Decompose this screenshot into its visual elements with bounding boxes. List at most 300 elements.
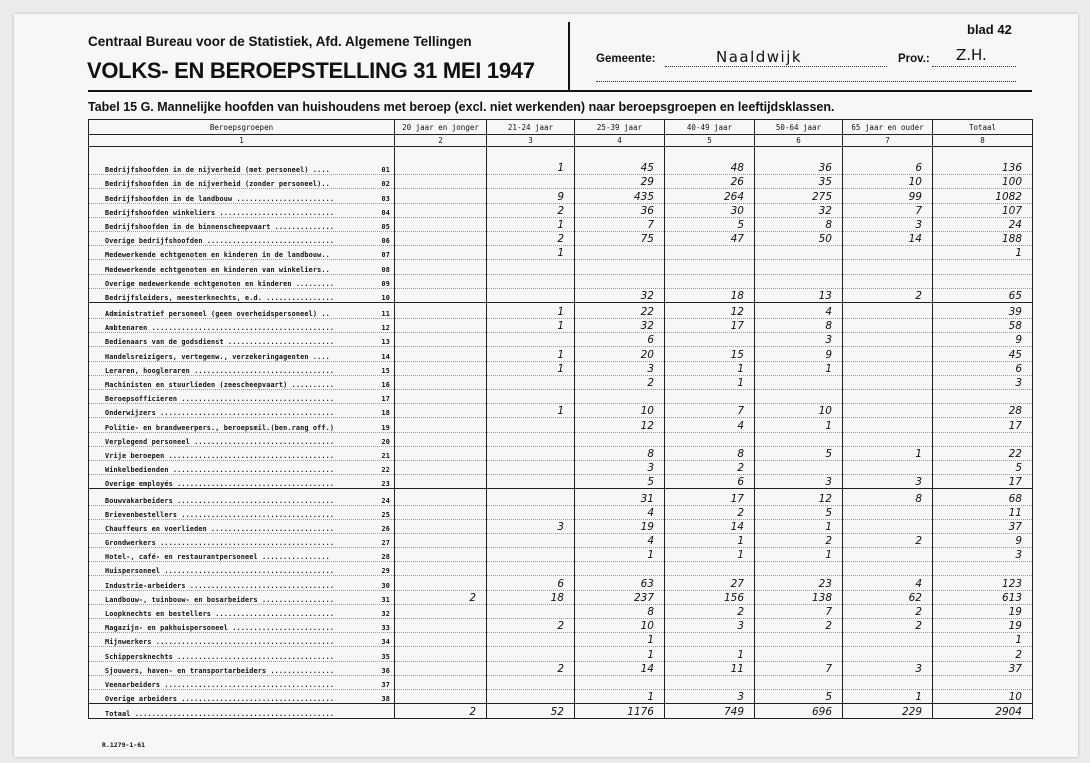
value-cell <box>933 675 1033 689</box>
value-cell <box>933 274 1033 288</box>
row-number: 23 <box>381 480 390 489</box>
row-label-text: Mijnwerkers .......................................... <box>105 638 335 647</box>
value-cell: 2 <box>487 619 575 633</box>
row-label-text: Handelsreizigers, vertegenw., verzekeringagenten .... <box>105 352 330 361</box>
value-cell <box>487 260 575 274</box>
value-cell <box>755 562 843 576</box>
table-row <box>89 288 1033 302</box>
row-label <box>89 590 395 604</box>
row-label-text: Magazijn- en pakhuispersoneel ........................ <box>105 624 335 633</box>
value-cell <box>395 562 487 576</box>
row-label <box>89 302 395 318</box>
value-cell <box>395 418 487 432</box>
row-number: 19 <box>381 423 390 432</box>
row-number: 04 <box>381 208 390 217</box>
value-cell: 7 <box>755 604 843 618</box>
row-number: 25 <box>381 510 390 519</box>
value-cell <box>843 260 933 274</box>
row-label-text: Bouwvakarbeiders ..................................... <box>105 496 335 505</box>
table-title: Tabel 15 G. Mannelijke hoofden van huishoudens met beroep (excl. niet werkenden) naar beroepsgroepen en leeftijdsklassen. <box>88 100 835 114</box>
value-cell: 65 <box>933 288 1033 302</box>
row-label <box>89 361 395 375</box>
row-number: 21 <box>381 451 390 460</box>
spacer-cell <box>575 147 665 162</box>
row-number: 05 <box>381 222 390 231</box>
value-cell <box>843 274 933 288</box>
gemeente-label: Gemeente: <box>596 53 656 65</box>
row-label-text: Huispersoneel ........................................ <box>105 567 335 576</box>
row-label-text: Bedrijfshoofden winkeliers ........................... <box>105 208 335 217</box>
table-row <box>89 633 1033 647</box>
value-cell <box>487 390 575 404</box>
value-cell: 8 <box>575 446 665 460</box>
value-cell: 1 <box>755 418 843 432</box>
table-row <box>89 375 1033 389</box>
value-cell: 3 <box>933 548 1033 562</box>
value-cell: 1 <box>665 548 755 562</box>
table-row <box>89 562 1033 576</box>
table-row <box>89 302 1033 318</box>
row-label <box>89 333 395 347</box>
value-cell <box>933 562 1033 576</box>
row-number: 01 <box>381 166 390 175</box>
row-label <box>89 604 395 618</box>
row-number: 12 <box>381 324 390 333</box>
value-cell <box>395 661 487 675</box>
value-cell <box>487 633 575 647</box>
value-cell: 47 <box>665 231 755 245</box>
row-number: 29 <box>381 567 390 576</box>
header-divider <box>568 22 570 90</box>
value-cell <box>665 260 755 274</box>
bureau-name: Centraal Bureau voor de Statistiek, Afd. Algemene Tellingen <box>88 34 472 49</box>
table-row <box>89 533 1033 547</box>
value-cell <box>755 375 843 389</box>
value-cell <box>843 548 933 562</box>
table-row <box>89 619 1033 633</box>
value-cell: 749 <box>665 704 755 719</box>
row-label <box>89 432 395 446</box>
value-cell: 68 <box>933 489 1033 505</box>
row-label-text: Bedrijfsleiders, meesterknechts, e.d. ................ <box>105 293 335 302</box>
table-row <box>89 189 1033 203</box>
value-cell: 27 <box>665 576 755 590</box>
value-cell <box>843 246 933 260</box>
table-row <box>89 519 1033 533</box>
value-cell: 2 <box>487 231 575 245</box>
row-number: 27 <box>381 539 390 548</box>
value-cell: 3 <box>487 519 575 533</box>
column-number-7: 7 <box>843 135 933 147</box>
value-cell: 2 <box>665 505 755 519</box>
gemeente-dotted-line <box>665 66 887 67</box>
column-number-8: 8 <box>933 135 1033 147</box>
column-header-1: Beroepsgroepen <box>89 120 395 135</box>
value-cell: 3 <box>755 333 843 347</box>
value-cell: 7 <box>665 404 755 418</box>
gemeente-value: Naaldwijk <box>716 48 803 66</box>
row-label <box>89 446 395 460</box>
table-row <box>89 576 1033 590</box>
value-cell: 14 <box>665 519 755 533</box>
row-label-text: Veenarbeiders ........................................ <box>105 680 335 689</box>
table-row <box>89 418 1033 432</box>
value-cell: 3 <box>665 689 755 703</box>
column-number-row <box>89 135 1033 147</box>
value-cell: 36 <box>575 203 665 217</box>
value-cell: 17 <box>665 489 755 505</box>
value-cell <box>665 390 755 404</box>
value-cell <box>395 161 487 175</box>
value-cell: 1 <box>665 375 755 389</box>
value-cell: 3 <box>843 217 933 231</box>
value-cell: 1 <box>755 548 843 562</box>
value-cell: 613 <box>933 590 1033 604</box>
value-cell: 107 <box>933 203 1033 217</box>
value-cell <box>395 390 487 404</box>
value-cell <box>843 302 933 318</box>
row-label-text: Bedrijfshoofden in de binnenscheepvaart .............. <box>105 222 335 231</box>
value-cell: 8 <box>755 319 843 333</box>
value-cell <box>575 274 665 288</box>
value-cell <box>843 361 933 375</box>
value-cell: 2 <box>933 647 1033 661</box>
value-cell <box>487 489 575 505</box>
value-cell <box>843 633 933 647</box>
row-number: 03 <box>381 194 390 203</box>
row-label <box>89 189 395 203</box>
value-cell: 4 <box>575 533 665 547</box>
value-cell: 11 <box>933 505 1033 519</box>
value-cell <box>395 576 487 590</box>
value-cell: 1 <box>575 548 665 562</box>
row-label-text: Bedrijfshoofden in de landbouw ....................... <box>105 194 335 203</box>
value-cell: 18 <box>665 288 755 302</box>
value-cell: 9 <box>755 347 843 361</box>
row-label <box>89 161 395 175</box>
row-number: 36 <box>381 666 390 675</box>
row-number: 32 <box>381 610 390 618</box>
value-cell <box>487 475 575 489</box>
value-cell <box>395 260 487 274</box>
row-label <box>89 246 395 260</box>
row-label <box>89 288 395 302</box>
table-row <box>89 675 1033 689</box>
value-cell <box>843 418 933 432</box>
value-cell: 100 <box>933 175 1033 189</box>
value-cell: 10 <box>575 619 665 633</box>
value-cell: 23 <box>755 576 843 590</box>
value-cell: 1 <box>487 161 575 175</box>
row-label <box>89 475 395 489</box>
table-row <box>89 161 1033 175</box>
value-cell: 8 <box>665 446 755 460</box>
value-cell <box>487 533 575 547</box>
value-cell: 2 <box>487 661 575 675</box>
value-cell: 5 <box>755 505 843 519</box>
value-cell <box>755 390 843 404</box>
spacer-cell <box>665 147 755 162</box>
row-label <box>89 562 395 576</box>
value-cell <box>755 460 843 474</box>
table-row <box>89 175 1033 189</box>
value-cell: 6 <box>843 161 933 175</box>
column-header-2: 20 jaar en jonger <box>395 120 487 135</box>
value-cell: 1 <box>487 302 575 318</box>
value-cell: 10 <box>933 689 1033 703</box>
value-cell: 12 <box>575 418 665 432</box>
value-cell <box>755 432 843 446</box>
value-cell <box>665 633 755 647</box>
value-cell <box>395 302 487 318</box>
value-cell: 5 <box>755 689 843 703</box>
value-cell <box>843 647 933 661</box>
value-cell: 45 <box>575 161 665 175</box>
value-cell: 4 <box>755 302 843 318</box>
value-cell: 1 <box>487 404 575 418</box>
value-cell <box>487 647 575 661</box>
row-label-text: Bedrijfshoofden in de nijverheid (met personeel) .... <box>105 166 330 175</box>
value-cell <box>755 260 843 274</box>
value-cell: 28 <box>933 404 1033 418</box>
value-cell <box>755 246 843 260</box>
table-row <box>89 333 1033 347</box>
value-cell: 2 <box>487 203 575 217</box>
value-cell: 37 <box>933 519 1033 533</box>
row-number: 33 <box>381 624 390 633</box>
total-row <box>89 704 1033 719</box>
value-cell <box>487 333 575 347</box>
row-label <box>89 175 395 189</box>
value-cell: 75 <box>575 231 665 245</box>
value-cell: 3 <box>575 460 665 474</box>
value-cell: 6 <box>487 576 575 590</box>
value-cell: 45 <box>933 347 1033 361</box>
value-cell: 1 <box>755 519 843 533</box>
value-cell: 10 <box>755 404 843 418</box>
province-dotted-line <box>932 66 1016 67</box>
value-cell: 19 <box>933 604 1033 618</box>
row-label-text: Medewerkende echtgenoten en kinderen in de landbouw.. <box>105 251 330 260</box>
table-row <box>89 203 1033 217</box>
row-label <box>89 390 395 404</box>
value-cell: 3 <box>843 661 933 675</box>
row-label <box>89 519 395 533</box>
value-cell: 63 <box>575 576 665 590</box>
sheet-number: blad 42 <box>967 22 1012 37</box>
value-cell: 1 <box>487 347 575 361</box>
blank-dotted-line <box>596 81 1016 82</box>
column-header-6: 50-64 jaar <box>755 120 843 135</box>
value-cell: 2 <box>843 533 933 547</box>
row-number: 35 <box>381 652 390 661</box>
row-number: 26 <box>381 524 390 533</box>
row-label <box>89 418 395 432</box>
row-label-text: Schippersknechts ..................................... <box>105 652 335 661</box>
row-number: 24 <box>381 496 390 505</box>
value-cell: 2 <box>665 460 755 474</box>
value-cell <box>395 288 487 302</box>
value-cell <box>843 404 933 418</box>
value-cell <box>395 619 487 633</box>
value-cell <box>843 505 933 519</box>
value-cell: 3 <box>665 619 755 633</box>
value-cell <box>843 347 933 361</box>
value-cell <box>575 562 665 576</box>
row-label <box>89 404 395 418</box>
row-label-text: Bedienaars van de godsdienst ......................... <box>105 338 335 347</box>
row-label <box>89 661 395 675</box>
table-row <box>89 231 1033 245</box>
value-cell <box>395 361 487 375</box>
row-number: 17 <box>381 395 390 404</box>
value-cell: 12 <box>665 302 755 318</box>
value-cell <box>843 432 933 446</box>
value-cell: 17 <box>665 319 755 333</box>
table-row <box>89 319 1033 333</box>
value-cell <box>395 404 487 418</box>
value-cell: 136 <box>933 161 1033 175</box>
row-label-text: Totaal ............................................... <box>105 710 335 719</box>
table-row <box>89 217 1033 231</box>
spacer-cell <box>755 147 843 162</box>
value-cell <box>395 505 487 519</box>
value-cell <box>395 604 487 618</box>
row-label <box>89 689 395 703</box>
value-cell: 52 <box>487 704 575 719</box>
row-number: 09 <box>381 279 390 288</box>
table-row <box>89 274 1033 288</box>
value-cell: 29 <box>575 175 665 189</box>
row-label <box>89 647 395 661</box>
row-label <box>89 347 395 361</box>
row-number: 02 <box>381 180 390 189</box>
value-cell: 32 <box>575 288 665 302</box>
province-value: Z.H. <box>956 46 987 64</box>
value-cell: 17 <box>933 475 1033 489</box>
value-cell: 48 <box>665 161 755 175</box>
value-cell: 19 <box>933 619 1033 633</box>
value-cell: 39 <box>933 302 1033 318</box>
value-cell <box>395 489 487 505</box>
value-cell: 9 <box>487 189 575 203</box>
value-cell: 4 <box>665 418 755 432</box>
table-row <box>89 647 1033 661</box>
value-cell: 36 <box>755 161 843 175</box>
spacer-row <box>89 147 1033 162</box>
value-cell: 5 <box>575 475 665 489</box>
value-cell: 2 <box>665 604 755 618</box>
value-cell: 10 <box>575 404 665 418</box>
value-cell: 2 <box>843 604 933 618</box>
column-header-7: 65 jaar en ouder <box>843 120 933 135</box>
row-label <box>89 505 395 519</box>
row-label-text: Bedrijfshoofden in de nijverheid (zonder personeel).. <box>105 180 330 189</box>
value-cell: 1 <box>665 533 755 547</box>
value-cell: 5 <box>755 446 843 460</box>
row-label-text: Overige bedrijfshoofden .............................. <box>105 237 335 246</box>
value-cell <box>933 432 1033 446</box>
value-cell: 1 <box>575 647 665 661</box>
value-cell: 1 <box>933 246 1033 260</box>
row-label <box>89 576 395 590</box>
value-cell: 3 <box>755 475 843 489</box>
value-cell: 22 <box>933 446 1033 460</box>
value-cell <box>395 375 487 389</box>
row-label-text: Brievenbestellers .................................... <box>105 510 335 519</box>
value-cell <box>395 274 487 288</box>
value-cell: 12 <box>755 489 843 505</box>
value-cell <box>395 189 487 203</box>
row-label-text: Industrie-arbeiders .................................. <box>105 581 335 590</box>
value-cell <box>395 246 487 260</box>
row-label-text: Loopknechts en bestellers ............................ <box>105 610 335 618</box>
value-cell: 138 <box>755 590 843 604</box>
row-label-text: Sjouwers, haven- en transportarbeiders ............... <box>105 666 335 675</box>
row-label <box>89 619 395 633</box>
value-cell <box>933 390 1033 404</box>
row-label <box>89 460 395 474</box>
row-number: 15 <box>381 366 390 375</box>
value-cell: 11 <box>665 661 755 675</box>
value-cell <box>933 260 1033 274</box>
value-cell <box>843 562 933 576</box>
spacer-cell <box>395 147 487 162</box>
table-row <box>89 404 1033 418</box>
header-rule <box>88 90 1032 92</box>
table-row <box>89 460 1033 474</box>
value-cell: 1 <box>843 689 933 703</box>
table-body <box>89 147 1033 719</box>
province-label: Prov.: <box>898 53 930 65</box>
row-number: 18 <box>381 409 390 418</box>
column-header-4: 25-39 jaar <box>575 120 665 135</box>
value-cell: 35 <box>755 175 843 189</box>
table-row <box>89 661 1033 675</box>
value-cell <box>395 231 487 245</box>
value-cell <box>755 633 843 647</box>
value-cell <box>575 432 665 446</box>
row-label-text: Politie- en brandweerpers., beroepsmil.(ben.rang off.) <box>105 423 335 432</box>
value-cell <box>395 446 487 460</box>
row-label <box>89 633 395 647</box>
value-cell <box>487 548 575 562</box>
value-cell <box>395 647 487 661</box>
row-number: 14 <box>381 352 390 361</box>
row-label-text: Hotel-, café- en restaurantpersoneel ................ <box>105 553 330 562</box>
column-header-5: 40-49 jaar <box>665 120 755 135</box>
table-row <box>89 590 1033 604</box>
value-cell <box>575 260 665 274</box>
column-number-4: 4 <box>575 135 665 147</box>
value-cell: 8 <box>575 604 665 618</box>
row-label-text: Overige employés ..................................... <box>105 480 335 489</box>
spacer-cell <box>933 147 1033 162</box>
row-label-text: Ambtenaren ........................................... <box>105 324 335 333</box>
row-number: 13 <box>381 338 390 347</box>
row-label-text: Vrije beroepen ....................................... <box>105 451 335 460</box>
row-label <box>89 260 395 274</box>
row-label <box>89 319 395 333</box>
value-cell: 14 <box>843 231 933 245</box>
value-cell: 4 <box>575 505 665 519</box>
column-number-1: 1 <box>89 135 395 147</box>
value-cell: 3 <box>843 475 933 489</box>
value-cell: 50 <box>755 231 843 245</box>
row-label <box>89 489 395 505</box>
table-row <box>89 548 1033 562</box>
value-cell <box>843 333 933 347</box>
